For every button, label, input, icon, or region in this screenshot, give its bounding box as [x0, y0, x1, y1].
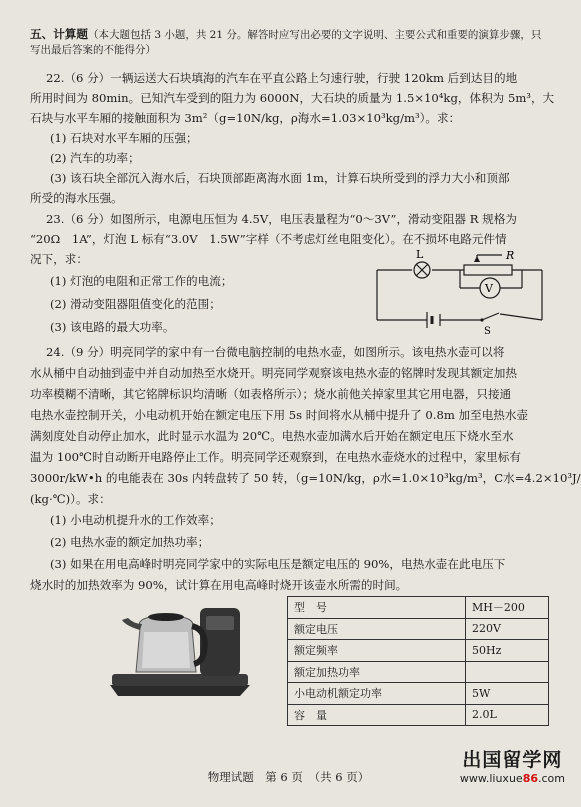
rheostat-label: R: [506, 249, 515, 262]
q23-line-2: “20Ω 1A”，灯泡 L 标有“3.0V 1.5W”字样（不考虑灯丝电阻变化）。在不损坏电路元件情: [30, 232, 507, 246]
section-header: [30, 27, 550, 57]
spec-label: 额定加热功率: [288, 661, 466, 683]
electric-kettle-image: [100, 590, 260, 700]
spec-value: MH－200: [466, 597, 549, 619]
q22-line-3: 石块与水平车厢的接触面积为 3m²（g=10N/kg，ρ海水=1.03×10³kg/m³）。求：: [30, 111, 461, 125]
q22-item-1: (1) 石块对水平车厢的压强；: [50, 131, 198, 145]
q22-item-3-line-1: (3) 该石块全部沉入海水后，石块顶部距离海水面 1m，计算石块所受到的浮力大小和顶部: [50, 171, 510, 185]
table-row: [288, 683, 549, 705]
spec-label: 容 量: [288, 704, 466, 726]
q24-item-3-line-1: (3) 如果在用电高峰时明亮同学家中的实际电压是额定电压的 90%，电热水壶在此电压下: [50, 557, 506, 571]
switch-label: S: [484, 326, 491, 337]
q22-line-1: 22.（6 分）一辆运送大石块填海的汽车在平直公路上匀速行驶，行驶 120km 后到达目的地: [46, 71, 518, 85]
spec-label: 额定频率: [288, 640, 466, 662]
q23-item-2: (2) 滑动变阻器阻值变化的范围；: [50, 297, 221, 311]
watermark-title: 出国留学网: [462, 749, 563, 771]
spec-value: 50Hz: [466, 640, 549, 662]
section-title: 五、计算题: [30, 27, 88, 41]
q24-line-2: 水从桶中自动抽到壶中并自动加热至水烧开。明亮同学观察该电热水壶的铭牌时发现其额定加热: [30, 366, 517, 380]
rheostat-symbol: [464, 265, 512, 275]
battery-symbol: [427, 312, 440, 328]
q23-line-1: 23.（6 分）如图所示，电源电压恒为 4.5V，电压表量程为“0～3V”，滑动变阻器 R 规格为: [46, 212, 517, 226]
q24-line-5: 满刻度处自动停止加水，此时显示水温为 20℃。电热水壶加满水后开始在额定电压下烧水至水: [30, 429, 514, 443]
q24-item-2: (2) 电热水壶的额定加热功率；: [50, 535, 210, 549]
table-row: [288, 704, 549, 726]
table-row: [288, 618, 549, 640]
section-note: （本大题包括 3 小题，共 21 分。解答时应写出必要的文字说明、主要公式和重要的演算步骤，只写出最后答案的不能得分）: [30, 29, 542, 56]
watermark-url-num: 86: [522, 772, 538, 785]
spec-label: 型 号: [288, 597, 466, 619]
q24-line-8: (kg·℃)）。求：: [30, 492, 111, 506]
q22-item-2: (2) 汽车的功率；: [50, 151, 140, 165]
spec-value: 2.0L: [466, 704, 549, 726]
q22-item-3-line-2: 所受的海水压强。: [30, 191, 123, 205]
q24-item-1: (1) 小电动机提升水的工作效率；: [50, 513, 221, 527]
slider-arrow-icon: [474, 256, 480, 262]
lamp-symbol: [414, 262, 430, 278]
table-row: [288, 661, 549, 683]
page-footer: 物理试题 第 6 页 （共 6 页）: [207, 770, 370, 784]
spec-label: 小电动机额定功率: [288, 683, 466, 705]
q24-line-1: 24.（9 分）明亮同学的家中有一台微电脑控制的电热水壶，如图所示。该电热水壶可以将: [46, 345, 505, 359]
q24-line-7: 3000r/kW•h 的电能表在 30s 内转盘转了 50 转，（g=10N/kg，ρ水=1.0×10³kg/m³，C水=4.2×10³J/: [30, 471, 581, 485]
q24-line-3: 功率模糊不清晰，其它铭牌标识均清晰（如表格所示）；烧水前他关掉家里其它用电器，只接通: [30, 387, 512, 401]
table-row: [288, 597, 549, 619]
watermark-url: [460, 772, 565, 785]
spec-value: [466, 661, 549, 683]
q23-item-3: (3) 该电路的最大功率。: [50, 320, 175, 334]
q23-line-3: 况下，求：: [30, 252, 88, 266]
circuit-diagram: [372, 248, 552, 337]
lamp-label: L: [416, 248, 424, 261]
q24-item-3-line-2: 烧水时的加热效率为 90%，试计算在用电高峰时烧开该壶水所需的时间。: [30, 578, 408, 592]
spec-value: 5W: [466, 683, 549, 705]
table-row: [288, 640, 549, 662]
spec-table: [287, 596, 549, 726]
spec-value: 220V: [466, 618, 549, 640]
watermark-url-prefix: www.liuxue: [459, 772, 523, 785]
q23-item-1: (1) 灯泡的电阻和正常工作的电流；: [50, 274, 233, 288]
switch-symbol: [480, 313, 499, 322]
q24-line-6: 温为 100℃时自动断开电路停止工作。明亮同学还观察到，在电热水壶烧水的过程中，家里标有: [30, 450, 521, 464]
voltmeter-label: V: [485, 282, 493, 295]
q22-line-2: 所用时间为 80min。已知汽车受到的阻力为 6000N，大石块的质量为 1.5×10⁴kg，体积为 5m³，大: [30, 91, 555, 105]
spec-label: 额定电压: [288, 618, 466, 640]
watermark-url-suffix: .com: [538, 772, 565, 785]
q24-line-4: 电热水壶控制开关，小电动机开始在额定电压下用 5s 时间将水从桶中提升了 0.8m 加至电热水壶: [30, 408, 529, 422]
site-watermark: [460, 745, 565, 785]
